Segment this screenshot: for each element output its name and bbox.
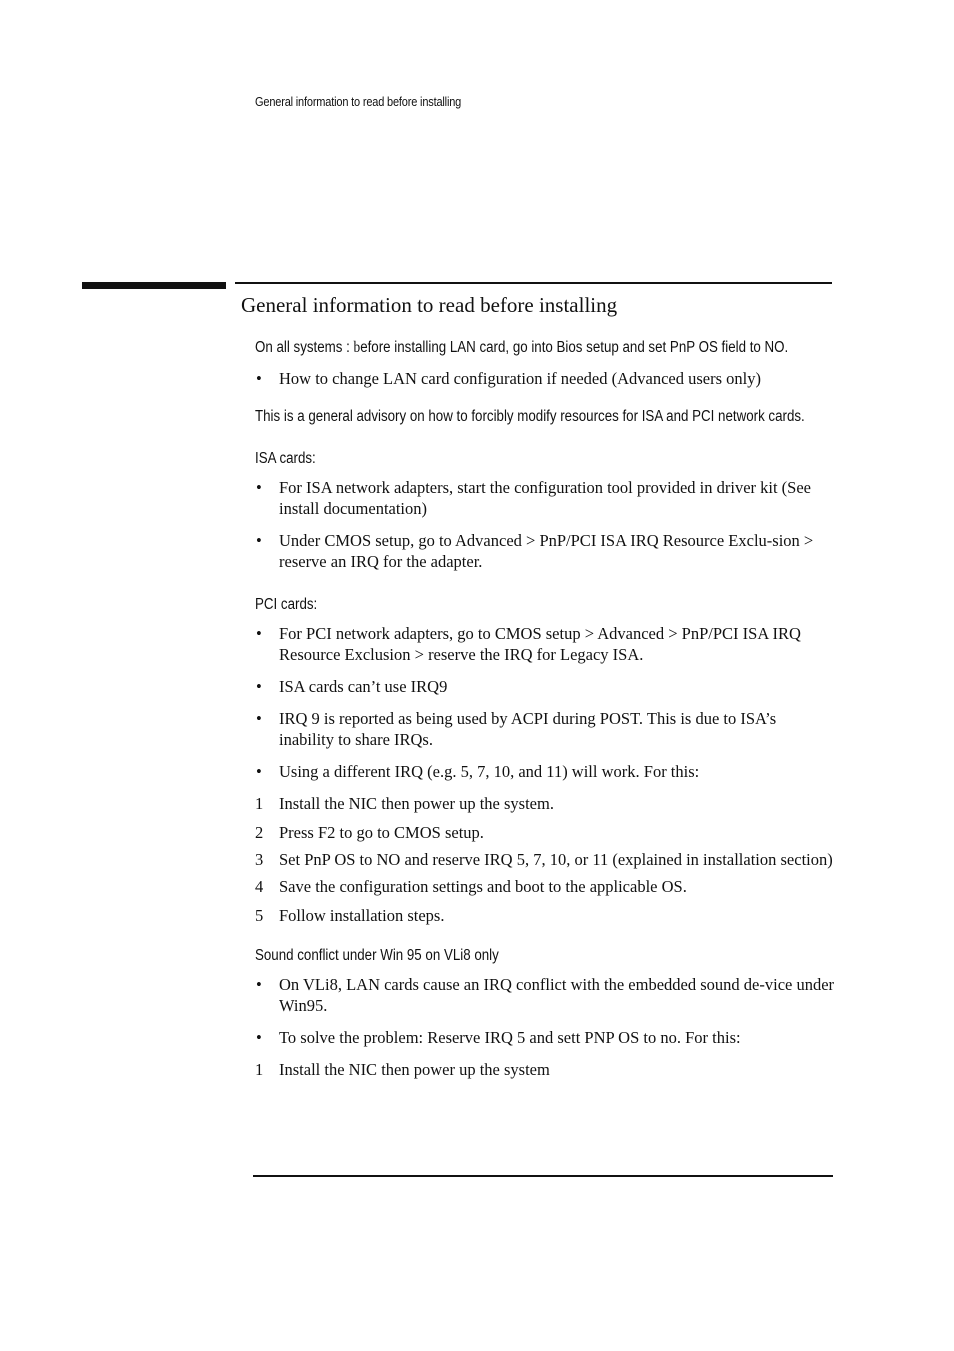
section-rule-thin	[235, 282, 832, 284]
bullet-glyph: •	[256, 709, 262, 728]
isa-heading: ISA cards:	[255, 450, 316, 467]
step-number: 1	[255, 1060, 264, 1079]
numbered-step	[255, 876, 835, 897]
intro-prefix: On all systems :	[255, 339, 354, 356]
step-text: Save the configuration settings and boot to the applicable OS.	[279, 877, 687, 896]
section-title: General information to read before installing	[241, 293, 618, 317]
step-text: Follow installation steps.	[279, 906, 445, 925]
list-item-text: IRQ 9 is reported as being used by ACPI during POST. This is due to ISA’s inability to share IRQs.	[279, 709, 777, 749]
list-item	[255, 676, 835, 697]
bullet-glyph: •	[256, 677, 262, 696]
intro-line	[255, 338, 836, 362]
bullet-glyph: •	[256, 531, 262, 550]
bullet-glyph: •	[256, 369, 262, 388]
page-bottom-rule	[253, 1175, 833, 1177]
list-item-text: ISA cards can’t use IRQ9	[279, 677, 448, 696]
bullet-glyph: •	[256, 975, 262, 994]
step-number: 5	[255, 906, 264, 925]
intro-text: efore installing LAN card, go into Bios setup and set PnP OS field to NO.	[360, 339, 789, 356]
list-item	[255, 708, 835, 750]
bullet-glyph: •	[256, 762, 262, 781]
numbered-step	[255, 851, 835, 868]
list-item-text: Under CMOS setup, go to Advanced > PnP/PCI ISA IRQ Resource Exclu-sion > reserve an IRQ for the adapter.	[279, 531, 814, 571]
advisory-paragraph: This is a general advisory on how to forcibly modify resources for ISA and PCI network cards.	[255, 408, 805, 425]
numbered-step	[255, 822, 835, 843]
step-number: 1	[255, 794, 264, 813]
list-item-text: On VLi8, LAN cards cause an IRQ conflict with the embedded sound de-vice under Win95.	[279, 975, 835, 1015]
list-item	[255, 1027, 835, 1048]
list-item-text: Using a different IRQ (e.g. 5, 7, 10, and 11) will work. For this:	[279, 762, 700, 781]
step-text: Install the NIC then power up the system	[279, 1060, 550, 1079]
numbered-step	[255, 793, 835, 814]
step-text: Press F2 to go to CMOS setup.	[279, 823, 484, 842]
section-content	[255, 338, 835, 1080]
bullet-glyph: •	[256, 1028, 262, 1047]
pci-heading: PCI cards:	[255, 596, 318, 613]
list-item	[255, 974, 835, 1016]
step-number: 4	[255, 877, 264, 896]
list-item-text: To solve the problem: Reserve IRQ 5 and sett PNP OS to no. For this:	[279, 1028, 741, 1047]
intro-b: b	[353, 339, 361, 356]
running-header: General information to read before installing	[255, 95, 462, 109]
step-number: 3	[255, 850, 264, 869]
step-text: Set PnP OS to NO and reserve IRQ 5, 7, 10, or 11 (explained in installation section)	[279, 850, 833, 869]
step-text: Install the NIC then power up the system.	[279, 794, 554, 813]
numbered-step	[255, 905, 835, 926]
list-item	[255, 761, 835, 782]
list-item-text: For ISA network adapters, start the configuration tool provided in driver kit (See install documentation)	[279, 478, 812, 518]
section-rule-thick	[82, 282, 226, 289]
step-number: 2	[255, 823, 264, 842]
list-item	[255, 623, 835, 665]
list-item-text: For PCI network adapters, go to CMOS setup > Advanced > PnP/PCI ISA IRQ Resource Exclusion > reserve the IRQ for Legacy ISA.	[279, 624, 801, 664]
list-item	[255, 477, 835, 519]
bullet-glyph: •	[256, 478, 262, 497]
list-item	[255, 368, 835, 389]
sound-heading: Sound conflict under Win 95 on VLi8 only	[255, 947, 499, 964]
numbered-step	[255, 1059, 835, 1080]
list-item-text: How to change LAN card configuration if needed (Advanced users only)	[279, 369, 761, 388]
bullet-glyph: •	[256, 624, 262, 643]
list-item	[255, 530, 835, 572]
